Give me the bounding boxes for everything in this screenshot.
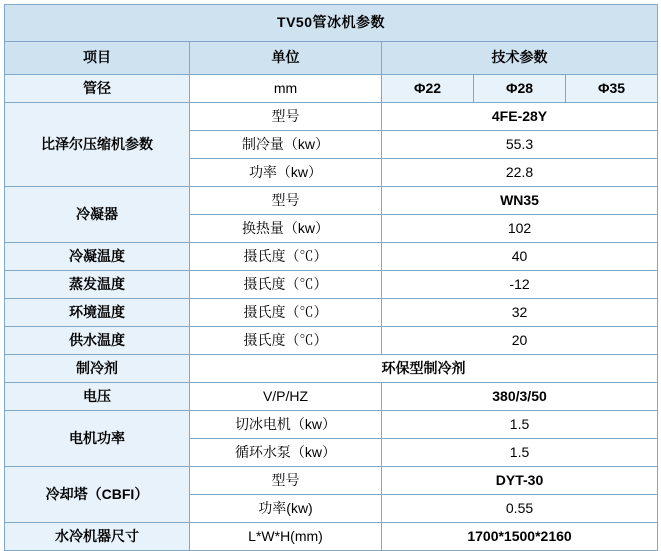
row-value: 55.3 xyxy=(382,131,658,159)
row-value: 1.5 xyxy=(382,411,658,439)
row-label-compressor: 比泽尔压缩机参数 xyxy=(5,103,190,187)
spec-sheet xyxy=(0,4,661,544)
row-label-ambient-temp: 环境温度 xyxy=(5,299,190,327)
page-title: TV50管冰机参数 xyxy=(5,5,658,42)
column-header-item: 项目 xyxy=(5,42,190,75)
row-unit: 摄氏度（℃） xyxy=(190,271,382,299)
diameter-value-1: Φ22 xyxy=(382,75,474,103)
row-unit: 功率（kw） xyxy=(190,159,382,187)
row-label-condensing-temp: 冷凝温度 xyxy=(5,243,190,271)
table-row-diameter xyxy=(5,75,658,103)
table-row xyxy=(5,411,658,439)
row-unit: V/P/HZ xyxy=(190,383,382,411)
table-row xyxy=(5,299,658,327)
table-row xyxy=(5,187,658,215)
table-title-row xyxy=(5,5,658,42)
row-unit: 摄氏度（℃） xyxy=(190,299,382,327)
table-row xyxy=(5,355,658,383)
row-value: WN35 xyxy=(382,187,658,215)
row-label-refrigerant: 制冷剂 xyxy=(5,355,190,383)
row-unit: 型号 xyxy=(190,187,382,215)
row-unit: 换热量（kw） xyxy=(190,215,382,243)
table-row xyxy=(5,243,658,271)
row-unit: 循环水泵（kw） xyxy=(190,439,382,467)
column-header-params: 技术参数 xyxy=(382,42,658,75)
row-unit: 型号 xyxy=(190,467,382,495)
row-value: 40 xyxy=(382,243,658,271)
row-label-machine-size: 水冷机器尺寸 xyxy=(5,523,190,551)
row-value: 环保型制冷剂 xyxy=(190,355,658,383)
row-unit: L*W*H(mm) xyxy=(190,523,382,551)
row-value: 22.8 xyxy=(382,159,658,187)
table-row xyxy=(5,383,658,411)
row-value: 380/3/50 xyxy=(382,383,658,411)
row-label-evaporating-temp: 蒸发温度 xyxy=(5,271,190,299)
row-value: 1700*1500*2160 xyxy=(382,523,658,551)
diameter-value-3: Φ35 xyxy=(566,75,658,103)
row-unit: 型号 xyxy=(190,103,382,131)
row-label-diameter: 管径 xyxy=(5,75,190,103)
table-row xyxy=(5,103,658,131)
row-value: DYT-30 xyxy=(382,467,658,495)
row-unit: 摄氏度（℃） xyxy=(190,243,382,271)
row-unit: 制冷量（kw） xyxy=(190,131,382,159)
row-value: 102 xyxy=(382,215,658,243)
row-value: 4FE-28Y xyxy=(382,103,658,131)
row-unit: 功率(kw) xyxy=(190,495,382,523)
table-row xyxy=(5,467,658,495)
diameter-value-2: Φ28 xyxy=(474,75,566,103)
row-value: 20 xyxy=(382,327,658,355)
row-unit-diameter: mm xyxy=(190,75,382,103)
column-header-unit: 单位 xyxy=(190,42,382,75)
row-label-voltage: 电压 xyxy=(5,383,190,411)
row-value: -12 xyxy=(382,271,658,299)
row-unit: 摄氏度（℃） xyxy=(190,327,382,355)
table-row xyxy=(5,327,658,355)
row-label-motor-power: 电机功率 xyxy=(5,411,190,467)
table-header-row xyxy=(5,42,658,75)
row-label-cooling-tower: 冷却塔（CBFI） xyxy=(5,467,190,523)
spec-table xyxy=(4,4,658,551)
table-row xyxy=(5,271,658,299)
row-unit: 切冰电机（kw） xyxy=(190,411,382,439)
row-label-water-supply-temp: 供水温度 xyxy=(5,327,190,355)
row-label-condenser: 冷凝器 xyxy=(5,187,190,243)
row-value: 32 xyxy=(382,299,658,327)
row-value: 1.5 xyxy=(382,439,658,467)
row-value: 0.55 xyxy=(382,495,658,523)
